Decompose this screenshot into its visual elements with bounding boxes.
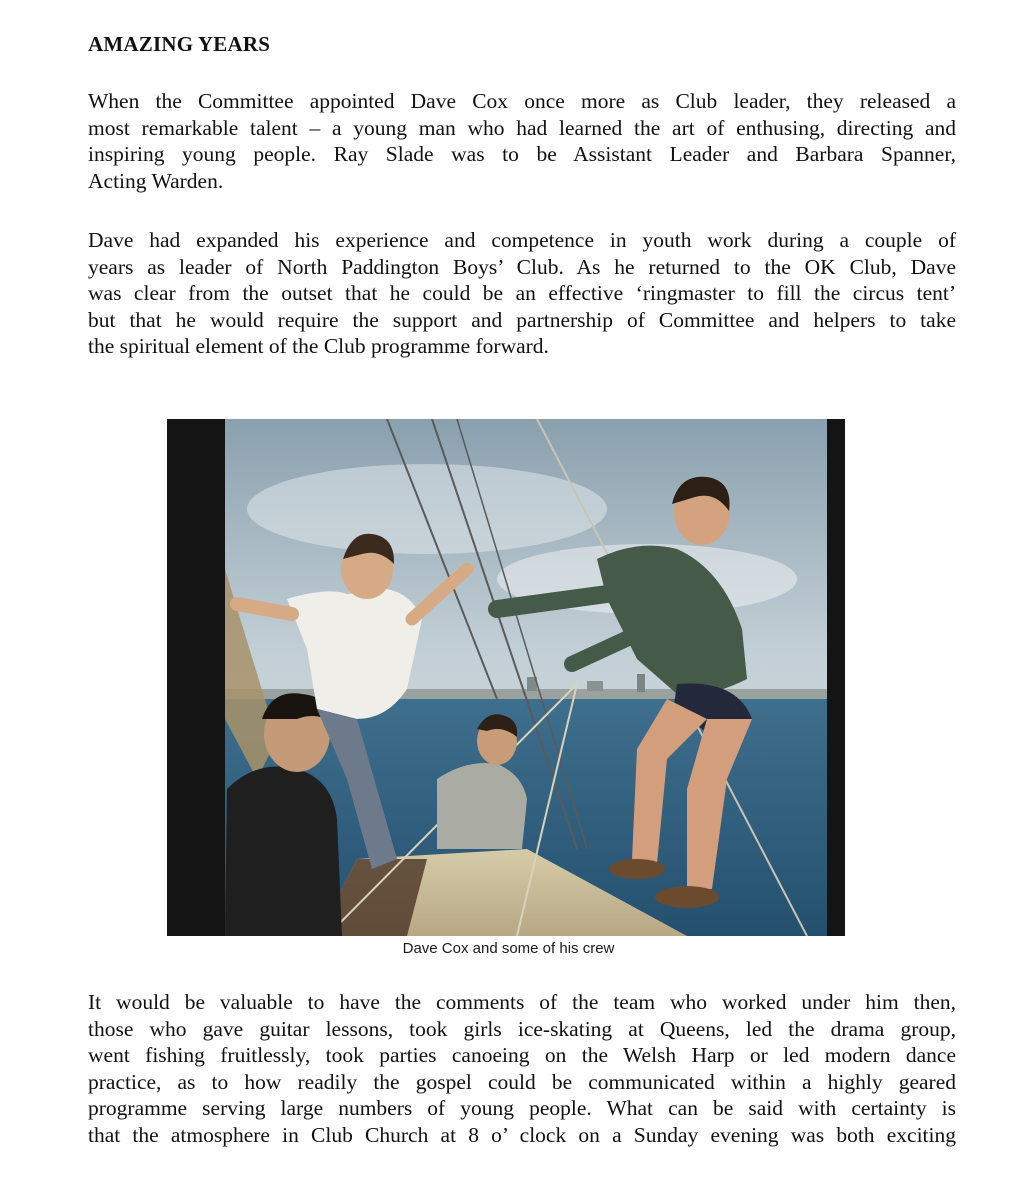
paragraph-line: inspiring young people. Ray Slade was to be Assistant Leader and Barbara Spanner, <box>88 142 956 166</box>
paragraph-line: the spiritual element of the Club programme forward. <box>88 334 549 358</box>
paragraph-line: most remarkable talent – a young man who had learned the art of enthusing, directing and <box>88 115 956 140</box>
paragraph-line: but that he would require the support and partnership of Committee and helpers to take <box>88 307 956 332</box>
paragraph-line: Dave had expanded his experience and competence in youth work during a couple of <box>88 228 956 252</box>
paragraph-line: practice, as to how readily the gospel could be communicated within a highly geared <box>88 1069 956 1094</box>
paragraph-line: those who gave guitar lessons, took girls ice-skating at Queens, led the drama group, <box>88 1016 956 1041</box>
page-heading: AMAZING YEARS <box>88 32 271 56</box>
paragraph-line: programme serving large numbers of young people. What can be said with certainty is <box>88 1096 956 1120</box>
paragraph-line: When the Committee appointed Dave Cox once more as Club leader, they released a <box>88 89 956 113</box>
paragraph-line: that the atmosphere in Club Church at 8 o’ clock on a Sunday evening was both exciting <box>88 1122 956 1147</box>
paragraph-line: Acting Warden. <box>88 168 224 193</box>
photo-caption: Dave Cox and some of his crew <box>402 940 615 957</box>
paragraph-line: went fishing fruitlessly, took parties canoeing on the Welsh Harp or led modern dance <box>88 1043 956 1067</box>
paragraph-line: years as leader of North Paddington Boys’ Club. As he returned to the OK Club, Dave <box>88 254 956 279</box>
paragraph-3 <box>88 989 956 1148</box>
sailing-crew-photo <box>167 419 845 936</box>
paragraph-line: It would be valuable to have the comments of the team who worked under him then, <box>88 990 956 1014</box>
paragraph-2 <box>88 227 956 360</box>
paragraph-1 <box>88 88 956 194</box>
paragraph-line: was clear from the outset that he could be an effective ‘ringmaster to fill the circus tent’ <box>88 281 956 305</box>
